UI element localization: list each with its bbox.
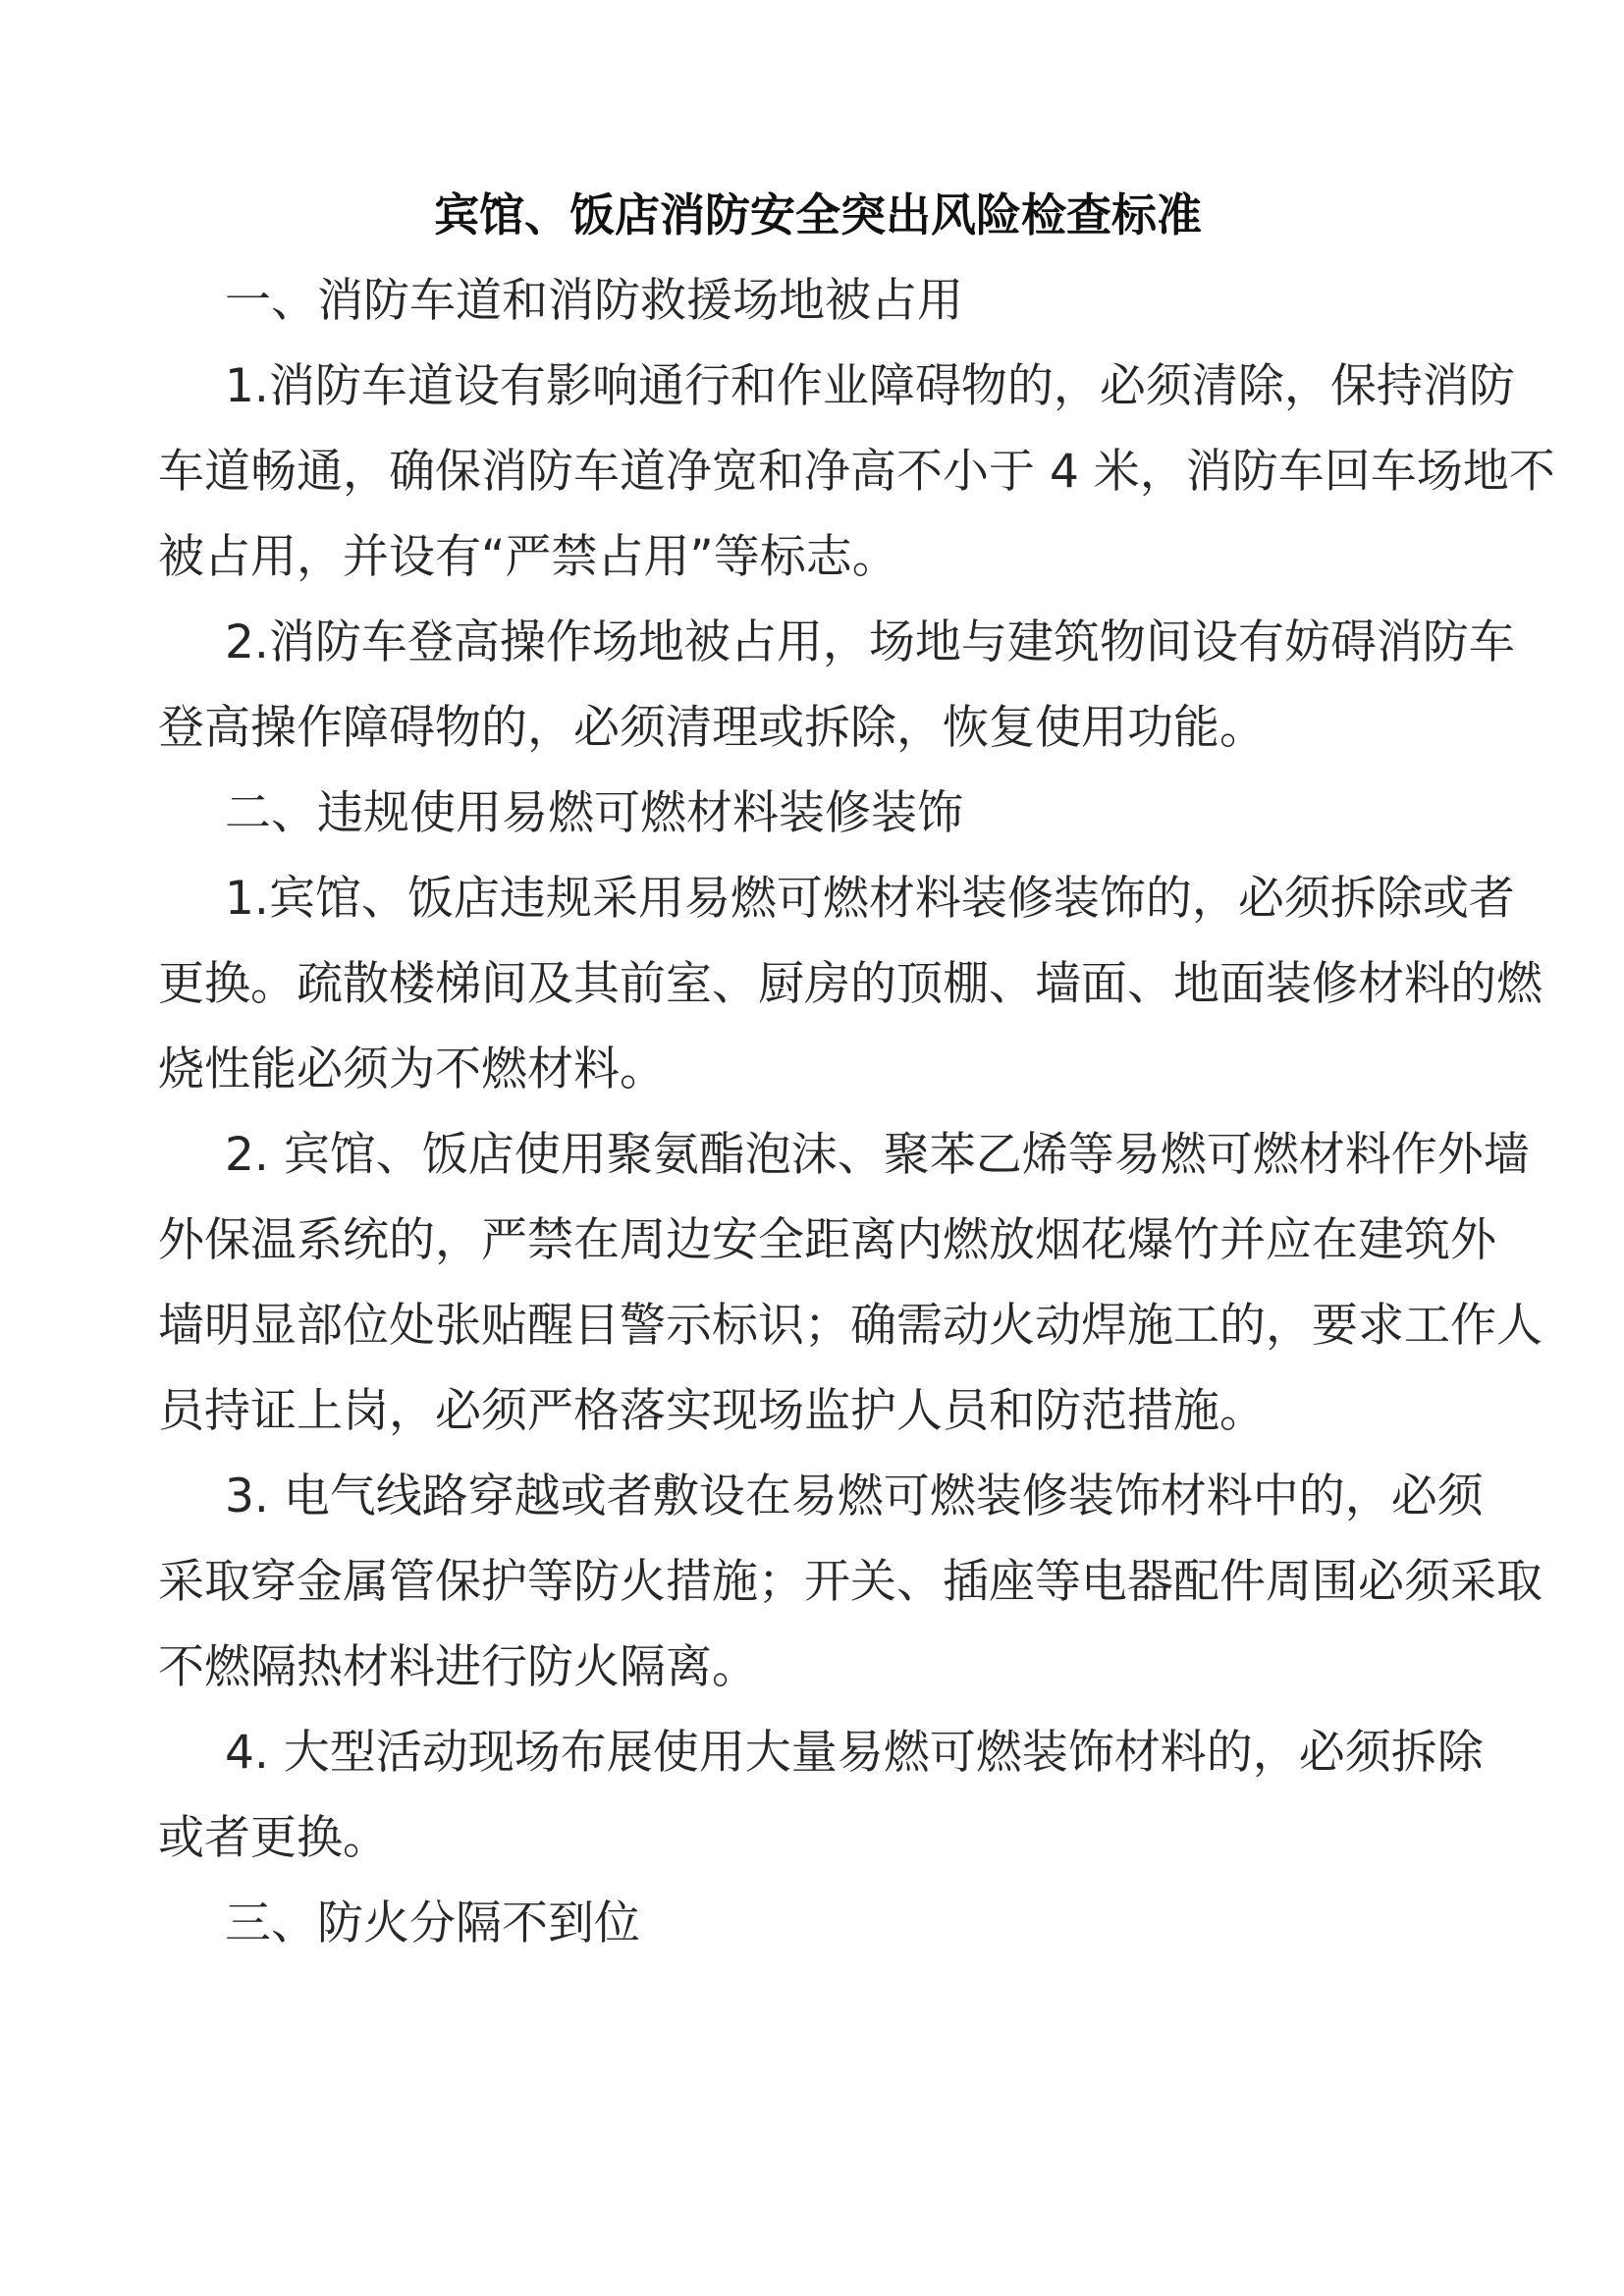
paragraph-line: 墙明显部位处张贴醒目警示标识；确需动火动焊施工的，要求工作人 [158,1299,1543,1353]
paragraph-line: 车道畅通，确保消防车道净宽和净高不小于 4 米，消防车回车场地不 [158,445,1555,499]
paragraph-line: 更换。疏散楼梯间及其前室、厨房的顶棚、墙面、地面装修材料的燃 [158,957,1543,1011]
clause-paragraph [158,600,1515,771]
paragraph-line: 2. 宾馆、饭店使用聚氨酯泡沫、聚苯乙烯等易燃可燃材料作外墙 [225,1128,1530,1182]
paragraph-line: 外保温系统的，严禁在周边安全距离内燃放烟花爆竹并应在建筑外 [158,1213,1496,1267]
section-heading: 三、防火分隔不到位 [225,1896,640,1950]
document-page [158,173,1555,1966]
paragraph-line: 被占用，并设有“严禁占用”等标志。 [158,530,898,584]
paragraph-line: 2.消防车登高操作场地被占用，场地与建筑物间设有妨碍消防车 [225,615,1515,669]
paragraph-line: 不燃隔热材料进行防火隔离。 [158,1640,758,1694]
paragraph-line: 员持证上岗，必须严格落实现场监护人员和防范措施。 [158,1384,1266,1438]
clause-paragraph [158,856,1543,1112]
paragraph-line: 3. 电气线路穿越或者敷设在易燃可燃装修装饰材料中的，必须 [225,1469,1484,1523]
clause-paragraph [158,344,1555,600]
section-heading: 一、消防车道和消防救援场地被占用 [225,274,963,328]
paragraph-line: 1.宾馆、饭店违规采用易燃可燃材料装修装饰的，必须拆除或者 [225,872,1515,926]
clause-paragraph [158,1112,1543,1454]
paragraph-line: 采取穿金属管保护等防火措施；开关、插座等电器配件周围必须采取 [158,1555,1543,1609]
document-title: 宾馆、饭店消防安全突出风险检查标准 [434,188,1202,241]
clause-paragraph [158,1710,1484,1881]
clause-paragraph [158,1454,1543,1710]
paragraph-line: 登高操作障碍物的，必须清理或拆除，恢复使用功能。 [158,701,1266,755]
paragraph-line: 烧性能必须为不燃材料。 [158,1042,666,1096]
paragraph-line: 4. 大型活动现场布展使用大量易燃可燃装饰材料的，必须拆除 [225,1726,1484,1780]
section-heading: 二、违规使用易燃可燃材料装修装饰 [225,786,963,840]
paragraph-line: 1.消防车道设有影响通行和作业障碍物的，必须清除，保持消防 [225,359,1515,413]
paragraph-line: 或者更换。 [158,1811,389,1865]
document-body [158,258,1555,1966]
